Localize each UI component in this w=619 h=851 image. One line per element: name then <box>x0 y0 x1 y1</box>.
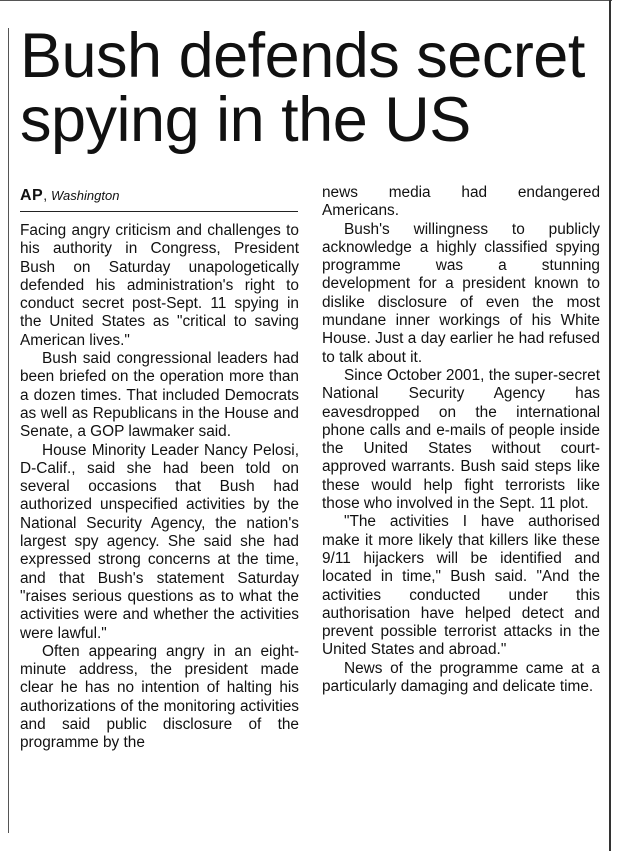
article-column-2 <box>322 184 600 696</box>
byline: AP, Washington <box>20 185 298 212</box>
paragraph: House Minority Leader Nancy Pelosi, D-Calif., said she had been told on several occasions that Bush had authorized unspecified activities by the National Security Agency, the nation's largest spy agency. She said she had expressed strong concerns at the time, and that Bush's statement Saturday "raises serious questions as to what the activities were and whether the activities were lawful." <box>20 441 299 642</box>
paragraph: "The activities I have authorised make it more likely that killers like these 9/11 hijackers will be identified and located in time," Bush said. "And the activities conducted under this authorisation have helped detect and prevent possible terrorist attacks in the United States and abroad." <box>322 513 600 659</box>
paragraph: Since October 2001, the super-secret National Security Agency has eavesdropped on the international phone calls and e-mails of people inside the United States without court-approved warrants. Bush said steps like these would help fight terrorists like those who involved in the Sept. 11 plot. <box>322 366 600 513</box>
top-rule <box>0 0 612 1</box>
paragraph: news media had endangered Americans. <box>322 184 600 220</box>
left-rule <box>8 28 9 833</box>
article-column-1 <box>20 222 299 753</box>
paragraph: Facing angry criticism and challenges to his authority in Congress, President Bush on Saturday unapologetically defended his administration's right to conduct secret post-Sept. 11 spying in the United States as "critical to saving American lives." <box>20 222 299 349</box>
byline-agency: AP <box>20 187 44 204</box>
paragraph: News of the programme came at a particularly damaging and delicate time. <box>322 659 600 696</box>
paragraph: Bush's willingness to publicly acknowledge a highly classified spying programme was a stunning development for a president known to dislike disclosure of even the most mundane inner workings of his White House. Just a day earlier he had refused to talk about it. <box>322 220 600 366</box>
right-rule <box>609 0 611 851</box>
paragraph: Often appearing angry in an eight-minute address, the president made clear he has no intention of halting his authorizations of the monitoring activities and said public disclosure of the programme by the <box>20 642 299 752</box>
headline: Bush defends secret spying in the US <box>20 21 585 155</box>
byline-place: Washington <box>51 188 120 203</box>
paragraph: Bush said congressional leaders had been briefed on the operation more than a dozen times. That included Democrats as well as Republicans in the House and Senate, a GOP lawmaker said. <box>20 350 299 441</box>
